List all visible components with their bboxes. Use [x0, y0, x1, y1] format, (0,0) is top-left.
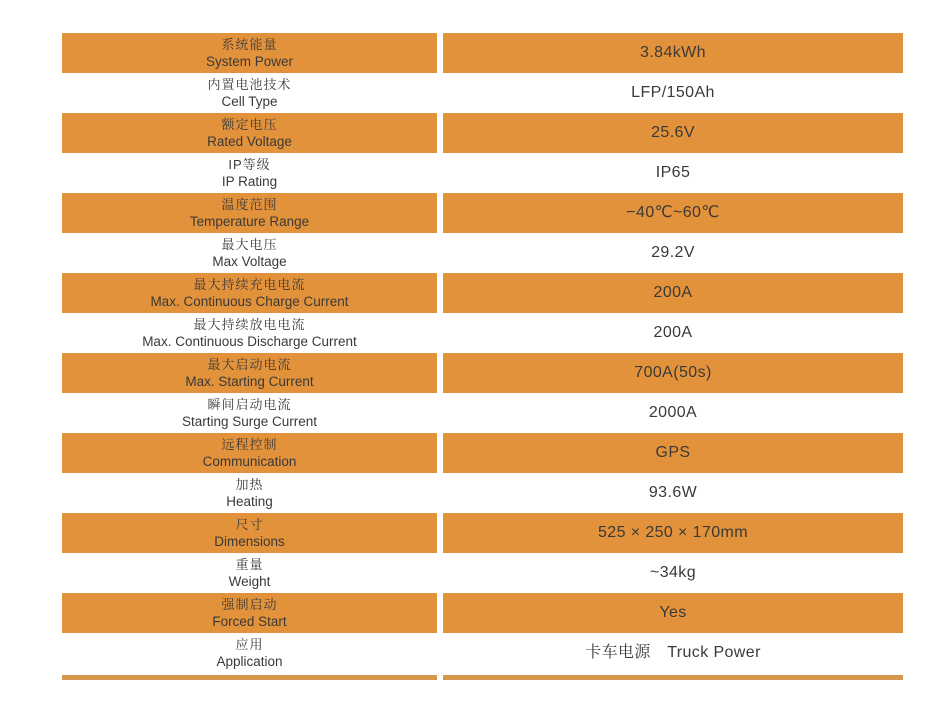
table-row — [62, 113, 903, 153]
row-value-cell — [443, 193, 903, 233]
row-value-cell — [443, 553, 903, 593]
row-value-cell — [443, 313, 903, 353]
row-value-cell — [443, 153, 903, 193]
row-label-en: Cell Type — [221, 94, 278, 109]
row-value-cell — [443, 73, 903, 113]
row-label-zh: 重量 — [235, 557, 264, 572]
row-value-cell — [443, 433, 903, 473]
row-value: 3.84kWh — [640, 44, 706, 61]
row-value: 93.6W — [648, 484, 698, 501]
row-label-en: Application — [216, 654, 283, 669]
row-value: IP65 — [655, 164, 691, 181]
row-label-zh: 远程控制 — [221, 437, 278, 452]
table-row — [62, 593, 903, 633]
row-label-cell — [62, 193, 437, 233]
row-label-zh: 最大启动电流 — [207, 357, 292, 372]
row-value: 700A(50s) — [634, 364, 712, 381]
row-label-cell — [62, 273, 437, 313]
row-label-cell — [62, 313, 437, 353]
row-value-cell — [443, 593, 903, 633]
row-label-zh: 额定电压 — [221, 117, 278, 132]
row-label-cell — [62, 113, 437, 153]
row-value: 200A — [653, 284, 693, 301]
row-label-cell — [62, 33, 437, 73]
row-label-cell — [62, 473, 437, 513]
table-row — [62, 633, 903, 673]
row-label-zh: 系统能量 — [221, 37, 278, 52]
table-row — [62, 393, 903, 433]
bottom-bar-right-segment — [443, 675, 903, 680]
row-label-zh: 应用 — [235, 637, 264, 652]
row-label-zh: 温度范围 — [221, 197, 278, 212]
row-value: ~34kg — [649, 564, 697, 581]
table-row — [62, 33, 903, 73]
row-value: −40℃~60℃ — [626, 204, 720, 221]
row-label-cell — [62, 73, 437, 113]
row-label-en: Max. Continuous Discharge Current — [142, 334, 357, 349]
table-row — [62, 433, 903, 473]
row-label-cell — [62, 513, 437, 553]
row-value: 25.6V — [651, 124, 695, 141]
row-value: 2000A — [648, 404, 698, 421]
row-label-en: Rated Voltage — [207, 134, 292, 149]
row-label-en: Max. Starting Current — [185, 374, 314, 389]
row-value: 200A — [653, 324, 693, 341]
table-row — [62, 513, 903, 553]
row-label-cell — [62, 153, 437, 193]
row-value-cell — [443, 513, 903, 553]
table-row — [62, 153, 903, 193]
row-label-zh: 最大电压 — [221, 237, 278, 252]
table-row — [62, 273, 903, 313]
row-label-zh: 尺寸 — [235, 517, 264, 532]
table-row — [62, 473, 903, 513]
row-label-en: Heating — [226, 494, 273, 509]
row-value-cell — [443, 233, 903, 273]
row-value-cell — [443, 273, 903, 313]
row-label-cell — [62, 393, 437, 433]
row-label-cell — [62, 553, 437, 593]
row-label-zh: IP等级 — [228, 157, 271, 172]
row-value: Yes — [659, 604, 687, 621]
row-label-cell — [62, 593, 437, 633]
table-row — [62, 553, 903, 593]
row-label-zh: 强制启动 — [221, 597, 278, 612]
row-label-zh: 最大持续充电电流 — [193, 277, 306, 292]
row-label-cell — [62, 433, 437, 473]
table-bottom-bar — [62, 675, 903, 680]
row-label-cell — [62, 233, 437, 273]
row-label-cell — [62, 353, 437, 393]
row-label-en: IP Rating — [221, 174, 278, 189]
table-row — [62, 353, 903, 393]
row-label-en: System Power — [205, 54, 294, 69]
row-label-en: Weight — [228, 574, 271, 589]
row-label-zh: 瞬间启动电流 — [207, 397, 292, 412]
row-label-en: Starting Surge Current — [181, 414, 318, 429]
table-row — [62, 193, 903, 233]
row-value: 525 × 250 × 170mm — [597, 524, 748, 541]
row-label-en: Forced Start — [212, 614, 287, 629]
row-label-en: Max. Continuous Charge Current — [150, 294, 349, 309]
row-value: GPS — [655, 444, 691, 461]
row-label-en: Temperature Range — [189, 214, 310, 229]
row-value: 卡车电源 Truck Power — [585, 644, 761, 661]
table-row — [62, 313, 903, 353]
row-value-cell — [443, 33, 903, 73]
spec-table — [62, 33, 903, 680]
row-label-zh: 内置电池技术 — [207, 77, 292, 92]
row-value: 29.2V — [651, 244, 695, 261]
row-value: LFP/150Ah — [631, 84, 715, 101]
row-value-cell — [443, 473, 903, 513]
row-label-en: Communication — [202, 454, 297, 469]
table-row — [62, 233, 903, 273]
row-label-cell — [62, 633, 437, 673]
row-value-cell — [443, 633, 903, 673]
bottom-bar-left-segment — [62, 675, 437, 680]
row-value-cell — [443, 393, 903, 433]
table-row — [62, 73, 903, 113]
spec-rows — [62, 33, 903, 673]
row-label-en: Dimensions — [214, 534, 285, 549]
row-value-cell — [443, 113, 903, 153]
row-label-zh: 最大持续放电电流 — [193, 317, 306, 332]
row-label-en: Max Voltage — [212, 254, 287, 269]
row-label-zh: 加热 — [235, 477, 264, 492]
row-value-cell — [443, 353, 903, 393]
